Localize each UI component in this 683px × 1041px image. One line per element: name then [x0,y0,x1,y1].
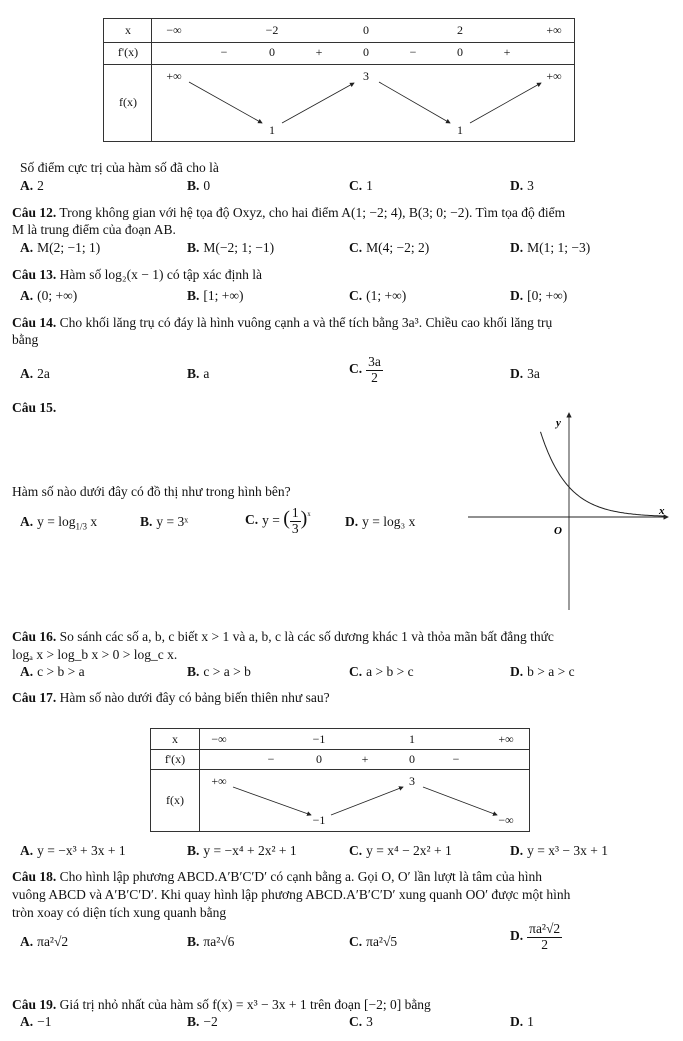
fp-sign: 0 [409,752,415,766]
fp-sign: + [361,752,369,766]
q15-option-c[interactable]: C. y = ( $\frac{1}{3}$ )$^ˣ$ [245,505,311,536]
q18-line2: vuông ABCD và A′B′C′D′. Khi quay hình lập phương ABCD.A′B′C′D′ xung quanh OO′ được một hình [12,887,571,902]
q11-text: Số điểm cực trị của hàm số đã cho là [20,160,219,175]
x-value: −∞ [211,732,227,746]
q14-line2: bằng [12,332,39,347]
variation-table-2 [150,728,530,832]
function-graph [468,410,673,615]
q12-option-a[interactable]: A. M(2; −1; 1) [20,240,101,255]
q18-line1: Câu 18. Cho hình lập phương ABCD.A′B′C′D′ có cạnh bằng a. Gọi O, O′ lần lượt là tâm của hình [12,869,543,884]
q11-option-a[interactable]: A. 2 [20,178,44,193]
x-value: −1 [312,732,326,746]
q18-option-d[interactable]: D. $\frac{\text{πa²√2}}{2}$ [510,921,561,952]
x-value: 2 [457,23,463,37]
f-value: +∞ [211,774,227,788]
x-axis-label: x [659,505,665,517]
q11-option-b[interactable]: B. 0 [187,178,211,193]
fp-sign: + [315,45,323,59]
fp-sign: − [409,45,417,59]
q15-option-a[interactable]: A. $y = \log_{1/3} x$ [20,514,98,532]
variation-arrows [151,729,529,831]
q13-option-d[interactable]: D. [0; +∞) [510,288,568,303]
fp-sign: − [220,45,228,59]
fp-label: f'(x) [164,752,186,766]
q19-text: Câu 19. Giá trị nhỏ nhất của hàm số f(x) = x³ − 3x + 1 trên đoạn [−2; 0] bằng [12,997,431,1012]
q17-option-c[interactable]: C. y = x⁴ − 2x² + 1 [349,843,452,858]
x-value: +∞ [498,732,514,746]
q15-label: Câu 15. [12,400,57,415]
variation-table-1 [103,18,575,142]
q14-option-b[interactable]: B. a [187,366,210,381]
q12-option-b[interactable]: B. M(−2; 1; −1) [187,240,275,255]
f-value: 3 [363,69,369,83]
q13-option-a[interactable]: A. (0; +∞) [20,288,78,303]
fp-label: f'(x) [117,45,139,59]
q13-option-c[interactable]: C. (1; +∞) [349,288,407,303]
q16-option-c[interactable]: C. a > b > c [349,664,414,679]
q19-option-a[interactable]: A. −1 [20,1014,52,1029]
f-value: 1 [457,123,463,137]
q16-line2: logₐ x > log_b x > 0 > log_c x. [12,647,178,662]
q15-option-d[interactable]: D. y = log₃ x [345,514,416,529]
q13-option-b[interactable]: B. [1; +∞) [187,288,244,303]
x-value: −∞ [166,23,182,37]
q11-option-d[interactable]: D. 3 [510,178,534,193]
f-label: f(x) [119,95,137,109]
f-value: 3 [409,774,415,788]
fp-sign: 0 [457,45,463,59]
fp-sign: − [267,752,275,766]
q19-option-b[interactable]: B. −2 [187,1014,218,1029]
fp-sign: 0 [363,45,369,59]
fp-sign: 0 [316,752,322,766]
q16-option-b[interactable]: B. c > a > b [187,664,251,679]
q18-line3: tròn xoay có diện tích xung quanh bằng [12,905,227,920]
fp-sign: + [503,45,511,59]
function-curve [541,432,666,516]
q17-option-d[interactable]: D. y = x³ − 3x + 1 [510,843,609,858]
x-value: 0 [363,23,369,37]
x-value: +∞ [546,23,562,37]
y-axis-label: y [556,417,561,429]
f-value: −1 [312,813,326,827]
f-label: f(x) [166,793,184,807]
q18-option-c[interactable]: C. πa²√5 [349,934,398,949]
q16-option-a[interactable]: A. c > b > a [20,664,85,679]
q19-option-c[interactable]: C. 3 [349,1014,373,1029]
q18-option-a[interactable]: A. πa²√2 [20,934,69,949]
f-value: +∞ [166,69,182,83]
q15-option-b[interactable]: B. y = 3ˣ [140,514,189,529]
q16-option-d[interactable]: D. b > a > c [510,664,575,679]
q12-line1: Câu 12. Trong không gian với hệ tọa độ Oxyz, cho hai điểm A(1; −2; 4), B(3; 0; −2). Tìm tọa độ điểm [12,205,566,220]
q16-line1: Câu 16. So sánh các số a, b, c biết x > 1 và a, b, c là các số dương khác 1 và thỏa mãn bất đẳng thức [12,629,554,644]
x-label: x [125,23,131,37]
f-value: +∞ [546,69,562,83]
q19-option-d[interactable]: D. 1 [510,1014,534,1029]
q17-option-a[interactable]: A. y = −x³ + 3x + 1 [20,843,126,858]
q12-line2: M là trung điểm của đoạn AB. [12,222,176,237]
f-value: −∞ [498,813,514,827]
q17-option-b[interactable]: B. y = −x⁴ + 2x² + 1 [187,843,297,858]
f-value: 1 [269,123,275,137]
q11-option-c[interactable]: C. 1 [349,178,373,193]
q18-option-b[interactable]: B. πa²√6 [187,934,235,949]
q12-option-d[interactable]: D. M(1; 1; −3) [510,240,591,255]
fp-sign: 0 [269,45,275,59]
q12-option-c[interactable]: C. M(4; −2; 2) [349,240,430,255]
q14-option-d[interactable]: D. 3a [510,366,540,381]
x-label: x [172,732,178,746]
fp-sign: − [452,752,460,766]
x-value: 1 [409,732,415,746]
q13-text: Câu 13. Hàm số log₂(x − 1) có tập xác định là [12,267,263,282]
q14-option-c[interactable]: C. $\frac{3a}{2}$ [349,354,381,385]
variation-arrows [104,19,574,141]
q14-option-a[interactable]: A. 2a [20,366,50,381]
q15-text: Hàm số nào dưới đây có đồ thị như trong hình bên? [12,484,291,499]
x-value: −2 [265,23,279,37]
q14-line1: Câu 14. Cho khối lăng trụ có đáy là hình vuông cạnh a và thể tích bằng 3a³. Chiều cao khối lăng trụ [12,315,553,330]
origin-label: O [554,525,562,537]
q17-text: Câu 17. Hàm số nào dưới đây có bảng biến thiên như sau? [12,690,330,705]
